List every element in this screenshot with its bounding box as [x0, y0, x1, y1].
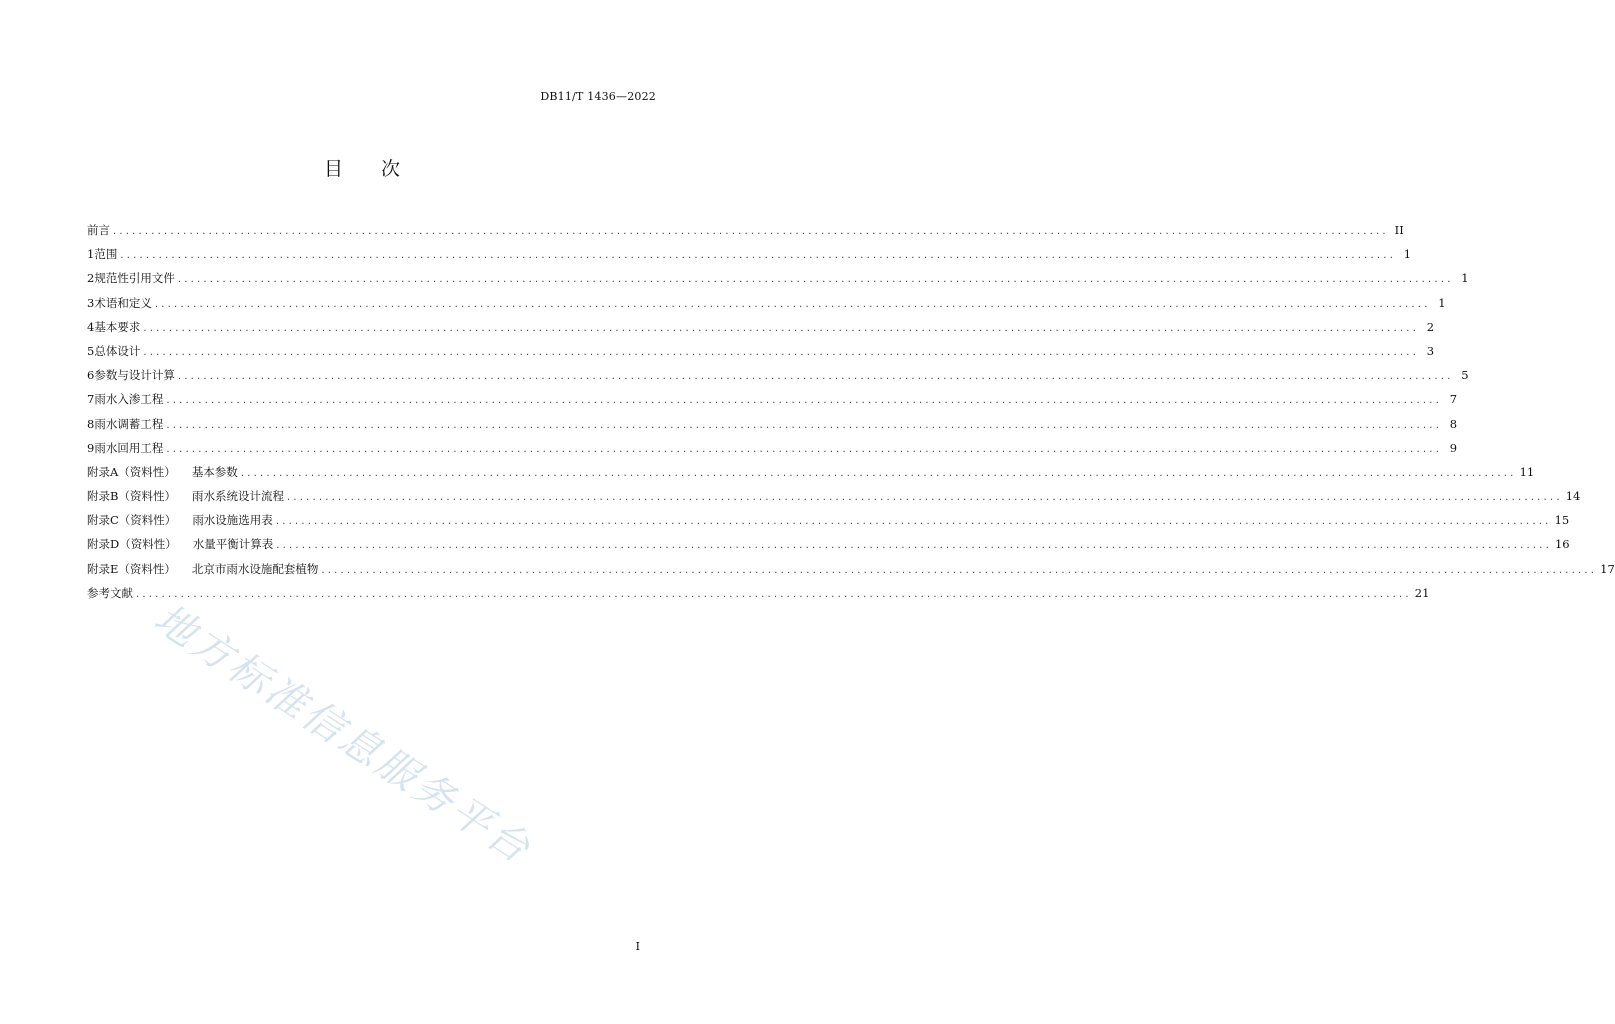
toc-entry-label: 规范性引用文件: [94, 271, 175, 286]
toc-entry-page: 5: [1461, 368, 1469, 383]
leader-dots: ........................................................................................................................................................................................................: [275, 516, 1552, 528]
toc-entry-page: 8: [1449, 416, 1458, 431]
appendix-prefix: 附录B（资料性）: [87, 489, 176, 504]
document-code: DB11/T 1436—2022: [540, 90, 656, 103]
title-char-2: 次: [381, 158, 401, 180]
leader-dots: ........................................................................................................................................................................................................: [177, 274, 1454, 286]
leader-dots: ........................................................................................................................................................................................................: [166, 419, 1443, 431]
appendix-prefix: 附录E（资料性）: [87, 561, 176, 576]
appendix-title: 水量平衡计算表: [192, 537, 274, 552]
page-title: [0, 154, 724, 181]
leader-dots: ........................................................................................................................................................................................................: [143, 346, 1420, 358]
toc-entry-page: 14: [1565, 489, 1581, 504]
toc-appendix-c[interactable]: [87, 508, 1570, 532]
leader-dots: ........................................................................................................................................................................................................: [166, 395, 1443, 407]
toc-entry-page: 2: [1426, 319, 1435, 334]
toc-entry-2[interactable]: [87, 266, 1469, 290]
toc-entry-label: 术语和定义: [94, 295, 152, 310]
toc-entry-page: 3: [1426, 343, 1435, 358]
toc-entry-label: 言: [98, 223, 110, 237]
toc-entry-page: 1: [1403, 247, 1412, 262]
leader-dots: ........................................................................................................................................................................................................: [113, 226, 1389, 237]
leader-dots: ........................................................................................................................................................................................................: [240, 467, 1517, 479]
toc-entry-number: 9: [87, 440, 95, 455]
toc-entry-6[interactable]: [87, 363, 1469, 387]
leader-dots: ........................................................................................................................................................................................................: [166, 443, 1443, 455]
toc-appendix-a[interactable]: [87, 460, 1535, 484]
toc-appendix-b[interactable]: [87, 484, 1581, 508]
toc-entry-5[interactable]: [87, 339, 1435, 363]
toc-entry-number: 1: [87, 247, 95, 262]
toc-entry-page: II: [1394, 223, 1404, 237]
toc-entry-label: [87, 557, 318, 581]
leader-dots: ........................................................................................................................................................................................................: [286, 492, 1563, 504]
toc-entry-page: 17: [1600, 561, 1615, 576]
toc-entry-8[interactable]: [87, 412, 1458, 436]
toc-entry-number: 7: [87, 392, 95, 407]
leader-dots: ........................................................................................................................................................................................................: [321, 564, 1598, 576]
toc-entry-page: 1: [1461, 271, 1469, 286]
toc-entry-7[interactable]: [87, 387, 1458, 411]
appendix-prefix: 附录C（资料性）: [87, 513, 177, 528]
toc-entry-label: [87, 484, 284, 508]
appendix-title: 基本参数: [191, 464, 238, 479]
toc-entry-number: 2: [87, 271, 95, 286]
toc-entry-label: 范围: [94, 247, 118, 262]
leader-dots: ........................................................................................................................................................................................................: [276, 540, 1552, 552]
toc-entry-number: 4: [87, 319, 95, 334]
toc-entry-4[interactable]: [87, 315, 1435, 339]
appendix-title: 雨水系统设计流程: [191, 489, 284, 504]
toc-entry-page: 1: [1438, 295, 1446, 310]
toc-entry-page: 21: [1414, 585, 1430, 600]
toc-entry-3[interactable]: [87, 291, 1446, 315]
toc-entry-page: 15: [1554, 513, 1570, 528]
leader-dots: ........................................................................................................................................................................................................: [177, 371, 1454, 383]
toc-entry-number: 5: [87, 343, 95, 358]
toc-entry-9[interactable]: [87, 436, 1458, 460]
toc-entry-page: 16: [1554, 537, 1570, 552]
toc-entry-label: 参数与设计计算: [94, 368, 175, 383]
toc-entry-1[interactable]: [87, 242, 1412, 266]
toc-entry-number: 8: [87, 416, 95, 431]
toc-entry-page: 9: [1449, 440, 1458, 455]
watermark: 地方标准信息服务平台: [146, 595, 541, 874]
appendix-prefix: 附录A（资料性）: [87, 464, 176, 479]
toc-entry-label: [87, 532, 273, 556]
toc-entry-preface[interactable]: [87, 218, 1404, 242]
toc-entry-label: 参考文献: [87, 585, 133, 600]
page-number: I: [635, 940, 640, 953]
leader-dots: ........................................................................................................................................................................................................: [120, 250, 1397, 262]
leader-dots: ........................................................................................................................................................................................................: [143, 322, 1420, 334]
toc-entry-label: 基本要求: [94, 319, 141, 334]
toc-entry-label: 雨水调蓄工程: [94, 416, 164, 431]
toc-entry-label: [87, 508, 273, 532]
toc-entry-label: 雨水回用工程: [94, 440, 164, 455]
toc-appendix-e[interactable]: [87, 557, 1615, 581]
toc-entry-label: [87, 460, 238, 484]
toc-appendix-d[interactable]: [87, 532, 1570, 556]
toc-entry-number: 6: [87, 368, 95, 383]
toc-entry-number: 前: [87, 223, 99, 237]
leader-dots: ........................................................................................................................................................................................................: [154, 298, 1431, 310]
leader-dots: ........................................................................................................................................................................................................: [136, 588, 1412, 600]
appendix-prefix: 附录D（资料性）: [87, 537, 177, 552]
appendix-title: 北京市雨水设施配套植物: [191, 561, 319, 576]
toc-entry-page: 11: [1519, 464, 1535, 479]
table-of-contents: [87, 218, 1615, 605]
toc-entry-number: 3: [87, 295, 95, 310]
title-char-1: 目: [323, 158, 343, 180]
appendix-title: 雨水设施选用表: [192, 513, 273, 528]
toc-entry-page: 7: [1449, 392, 1458, 407]
toc-entry-label: 总体设计: [94, 343, 141, 358]
toc-entry-label: 雨水入渗工程: [94, 392, 164, 407]
